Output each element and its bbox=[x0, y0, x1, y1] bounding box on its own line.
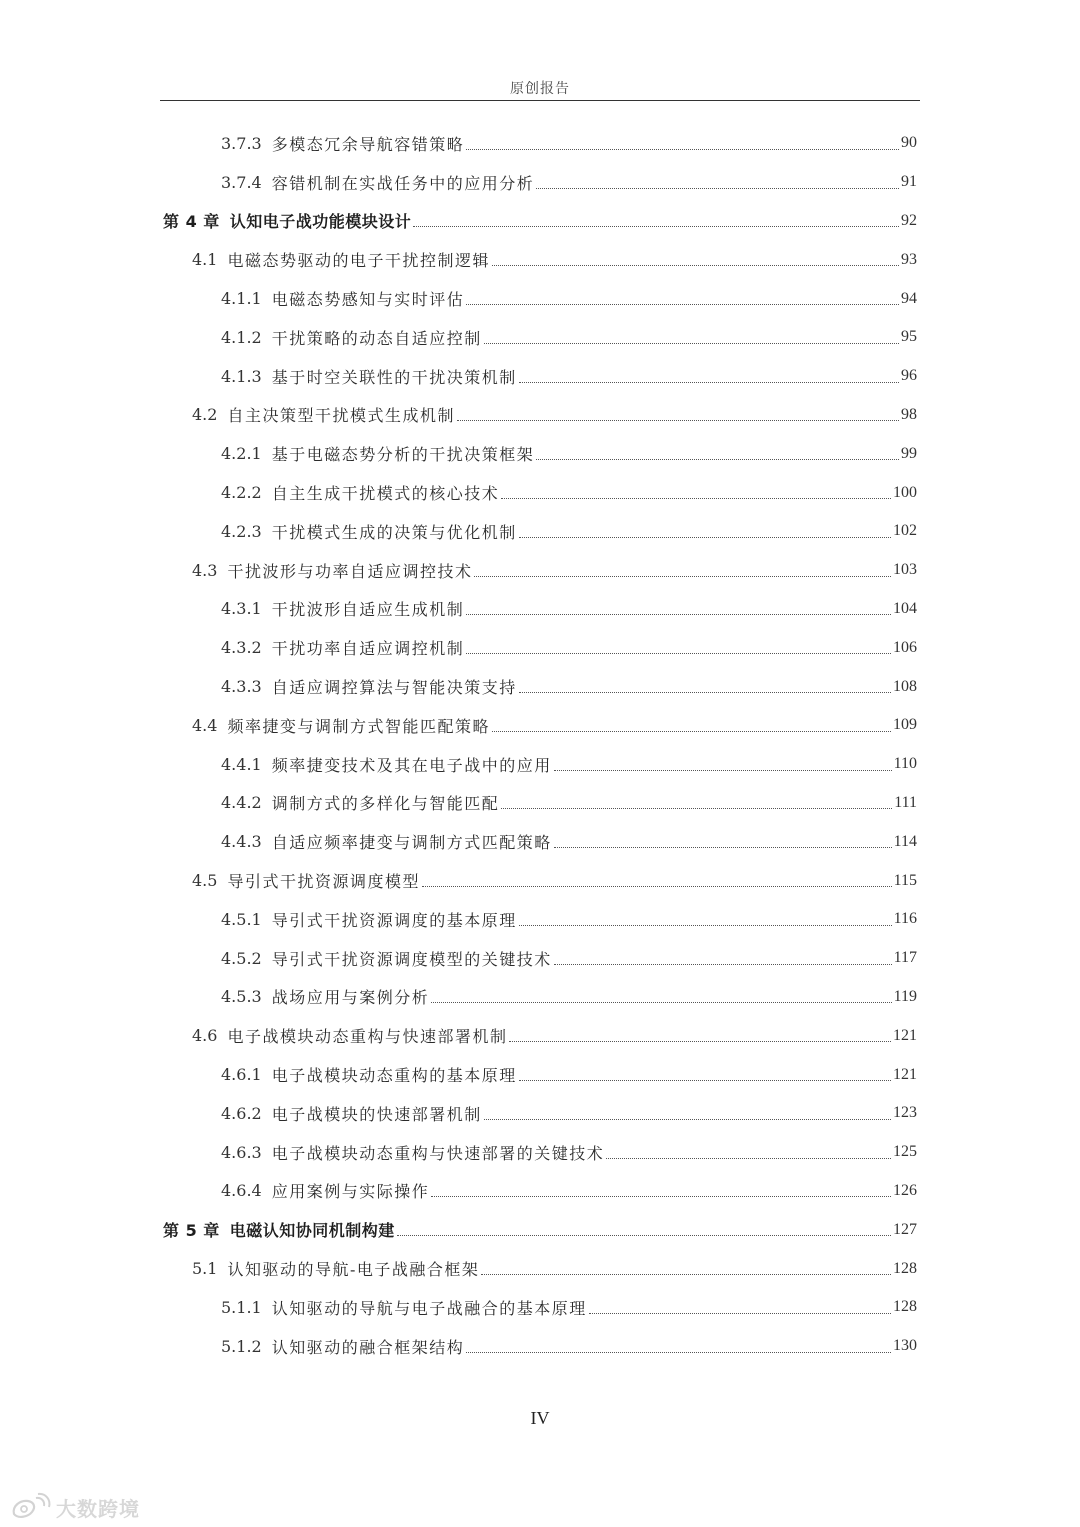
toc-dot-leader bbox=[484, 1119, 891, 1120]
toc-entry-page: 109 bbox=[893, 716, 917, 734]
toc-entry-number: 4.6.1 bbox=[221, 1065, 262, 1085]
toc-entry-page: 98 bbox=[901, 405, 917, 423]
toc-entry[interactable] bbox=[0, 978, 1080, 1017]
toc-entry-title: 电子战模块动态重构与快速部署的关键技术 bbox=[271, 1143, 605, 1163]
toc-entry-page: 91 bbox=[901, 173, 917, 191]
toc-entry-number: 5.1.2 bbox=[221, 1336, 262, 1356]
toc-entry-number: 4.2.3 bbox=[221, 521, 262, 541]
watermark bbox=[10, 1492, 140, 1522]
toc-entry-number: 4.6.3 bbox=[221, 1142, 262, 1162]
toc-entry-page: 106 bbox=[893, 638, 917, 656]
toc-entry[interactable] bbox=[0, 124, 1080, 163]
toc-entry-number: 4.3.2 bbox=[221, 638, 262, 658]
toc-entry[interactable] bbox=[0, 1210, 1080, 1249]
toc-entry-page: 121 bbox=[893, 1065, 917, 1083]
toc-entry-title: 干扰波形自适应生成机制 bbox=[271, 600, 465, 620]
toc-dot-leader bbox=[519, 692, 891, 693]
toc-dot-leader bbox=[431, 1196, 891, 1197]
toc-entry-title: 干扰模式生成的决策与优化机制 bbox=[271, 522, 517, 542]
toc-entry-title: 多模态冗余导航容错策略 bbox=[271, 134, 465, 154]
toc-entry-number: 4.5.1 bbox=[221, 909, 262, 929]
toc-entry-page: 115 bbox=[893, 871, 917, 889]
toc-entry-number: 5.1.1 bbox=[221, 1297, 262, 1317]
toc-entry-page: 126 bbox=[893, 1181, 917, 1199]
toc-entry-number: 4.5.3 bbox=[221, 987, 262, 1007]
toc-entry[interactable] bbox=[0, 1094, 1080, 1133]
toc-entry-page: 104 bbox=[893, 599, 917, 617]
toc-entry-title: 认知驱动的导航与电子战融合的基本原理 bbox=[271, 1298, 587, 1318]
toc-dot-leader bbox=[554, 964, 892, 965]
toc-entry-page: 103 bbox=[893, 561, 917, 579]
toc-entry-title: 干扰策略的动态自适应控制 bbox=[271, 328, 482, 348]
toc-dot-leader bbox=[519, 1080, 891, 1081]
toc-entry-page: 128 bbox=[893, 1298, 917, 1316]
toc-entry-page: 96 bbox=[901, 367, 917, 385]
watermark-text: 大数跨境 bbox=[56, 1496, 140, 1521]
toc-entry-title: 电子战模块动态重构的基本原理 bbox=[271, 1066, 517, 1086]
toc-entry[interactable] bbox=[0, 473, 1080, 512]
toc-dot-leader bbox=[536, 459, 899, 460]
header-divider bbox=[160, 100, 920, 101]
toc-dot-leader bbox=[501, 498, 891, 499]
toc-entry[interactable] bbox=[0, 1288, 1080, 1327]
toc-entry-page: 119 bbox=[893, 987, 917, 1005]
toc-entry-title: 战场应用与案例分析 bbox=[271, 988, 430, 1008]
toc-dot-leader bbox=[466, 304, 899, 305]
toc-dot-leader bbox=[484, 343, 899, 344]
toc-entry-page: 102 bbox=[893, 522, 917, 540]
toc-entry-number: 4.3.1 bbox=[221, 599, 262, 619]
toc-entry[interactable] bbox=[0, 900, 1080, 939]
toc-entry[interactable] bbox=[0, 279, 1080, 318]
toc-entry-page: 99 bbox=[901, 444, 917, 462]
toc-entry-title: 导引式干扰资源调度模型 bbox=[227, 872, 420, 892]
toc-entry[interactable] bbox=[0, 1016, 1080, 1055]
toc-entry-number: 4.2.2 bbox=[221, 483, 262, 503]
toc-entry-page: 121 bbox=[893, 1026, 917, 1044]
toc-entry-page: 100 bbox=[893, 483, 917, 501]
toc-dot-leader bbox=[422, 886, 892, 887]
toc-entry[interactable] bbox=[0, 1055, 1080, 1094]
toc-entry[interactable] bbox=[0, 357, 1080, 396]
toc-entry[interactable] bbox=[0, 240, 1080, 279]
toc-entry[interactable] bbox=[0, 396, 1080, 435]
toc-entry[interactable] bbox=[0, 551, 1080, 590]
toc-entry-page: 114 bbox=[893, 832, 917, 850]
toc-entry-number: 4.2 bbox=[192, 405, 218, 425]
toc-entry-title: 电磁认知协同机制构建 bbox=[229, 1221, 395, 1241]
toc-entry-title: 频率捷变技术及其在电子战中的应用 bbox=[271, 755, 552, 775]
toc-entry-number: 4.5.2 bbox=[221, 948, 262, 968]
toc-entry-number: 4.4.3 bbox=[221, 832, 262, 852]
toc-dot-leader bbox=[519, 925, 892, 926]
toc-entry[interactable] bbox=[0, 939, 1080, 978]
toc-dot-leader bbox=[492, 731, 891, 732]
toc-entry-page: 127 bbox=[893, 1220, 917, 1238]
toc-entry[interactable] bbox=[0, 1249, 1080, 1288]
toc-entry-page: 93 bbox=[901, 250, 917, 268]
toc-entry-page: 123 bbox=[893, 1104, 917, 1122]
toc-entry-number: 4.3.3 bbox=[221, 677, 262, 697]
toc-entry-title: 电子战模块动态重构与快速部署机制 bbox=[227, 1027, 508, 1047]
toc-entry-number: 3.7.3 bbox=[221, 133, 262, 153]
toc-entry-number: 4.1.2 bbox=[221, 327, 262, 347]
toc-entry-number: 4.2.1 bbox=[221, 444, 262, 464]
toc-entry-title: 干扰波形与功率自适应调控技术 bbox=[227, 561, 473, 581]
toc-entry[interactable] bbox=[0, 163, 1080, 202]
toc-entry-title: 自主决策型干扰模式生成机制 bbox=[227, 406, 455, 426]
toc-dot-leader bbox=[413, 226, 899, 227]
toc-entry-title: 认知驱动的导航-电子战融合框架 bbox=[227, 1260, 480, 1279]
toc-entry-title: 容错机制在实战任务中的应用分析 bbox=[271, 173, 535, 193]
toc-dot-leader bbox=[554, 770, 892, 771]
toc-dot-leader bbox=[519, 537, 891, 538]
toc-entry-title: 电子战模块的快速部署机制 bbox=[271, 1104, 482, 1124]
toc-entry-title: 频率捷变与调制方式智能匹配策略 bbox=[227, 716, 490, 736]
toc-dot-leader bbox=[397, 1235, 891, 1236]
toc-entry-number: 4.4.2 bbox=[221, 793, 262, 813]
toc-entry[interactable] bbox=[0, 590, 1080, 629]
toc-entry[interactable] bbox=[0, 1133, 1080, 1172]
toc-entry-title: 电磁态势驱动的电子干扰控制逻辑 bbox=[227, 251, 490, 271]
toc-entry-number: 4.4 bbox=[192, 715, 218, 735]
toc-entry-number: 4.6.4 bbox=[221, 1181, 262, 1201]
toc-dot-leader bbox=[492, 265, 899, 266]
toc-entry[interactable] bbox=[0, 822, 1080, 861]
toc-dot-leader bbox=[501, 808, 892, 809]
table-of-contents bbox=[0, 124, 1080, 1366]
toc-entry-number: 4.6.2 bbox=[221, 1103, 262, 1123]
toc-entry[interactable] bbox=[0, 1327, 1080, 1366]
toc-entry-page: 108 bbox=[893, 677, 917, 695]
toc-entry[interactable] bbox=[0, 512, 1080, 551]
toc-entry-page: 94 bbox=[901, 289, 917, 307]
toc-entry-number: 4.5 bbox=[192, 871, 218, 891]
toc-entry[interactable] bbox=[0, 706, 1080, 745]
toc-dot-leader bbox=[474, 576, 891, 577]
toc-dot-leader bbox=[466, 614, 891, 615]
toc-entry-title: 自适应频率捷变与调制方式匹配策略 bbox=[271, 833, 552, 853]
toc-entry[interactable] bbox=[0, 628, 1080, 667]
toc-entry-title: 基于电磁态势分析的干扰决策框架 bbox=[271, 445, 535, 465]
toc-entry-number: 4.1 bbox=[192, 250, 218, 270]
toc-entry[interactable] bbox=[0, 434, 1080, 473]
toc-dot-leader bbox=[431, 1002, 891, 1003]
toc-entry[interactable] bbox=[0, 1172, 1080, 1211]
toc-entry-number: 第 5 章 bbox=[163, 1221, 220, 1241]
toc-entry-page: 125 bbox=[893, 1143, 917, 1161]
toc-entry-page: 95 bbox=[901, 328, 917, 346]
toc-entry[interactable] bbox=[0, 318, 1080, 357]
toc-entry-page: 128 bbox=[893, 1259, 917, 1277]
toc-entry-page: 117 bbox=[893, 949, 917, 967]
toc-dot-leader bbox=[457, 420, 899, 421]
toc-entry-page: 92 bbox=[901, 211, 917, 229]
toc-entry-number: 3.7.4 bbox=[221, 172, 262, 192]
toc-entry-number: 第 4 章 bbox=[163, 212, 220, 232]
page-number: IV bbox=[530, 1408, 550, 1428]
toc-entry-page: 130 bbox=[893, 1337, 917, 1355]
weibo-logo-icon bbox=[10, 1492, 52, 1522]
toc-dot-leader bbox=[466, 149, 899, 150]
toc-entry-title: 认知电子战功能模块设计 bbox=[229, 212, 412, 232]
toc-dot-leader bbox=[554, 847, 892, 848]
toc-entry-title: 导引式干扰资源调度模型的关键技术 bbox=[271, 949, 552, 969]
toc-dot-leader bbox=[519, 382, 899, 383]
toc-entry[interactable] bbox=[0, 861, 1080, 900]
toc-dot-leader bbox=[606, 1158, 891, 1159]
toc-entry-title: 应用案例与实际操作 bbox=[271, 1182, 430, 1202]
toc-entry-page: 111 bbox=[894, 793, 917, 811]
toc-entry-title: 自主生成干扰模式的核心技术 bbox=[271, 484, 500, 504]
toc-entry[interactable] bbox=[0, 784, 1080, 823]
toc-entry-title: 自适应调控算法与智能决策支持 bbox=[271, 678, 517, 698]
toc-entry[interactable] bbox=[0, 745, 1080, 784]
toc-entry-number: 4.1.1 bbox=[221, 289, 262, 309]
toc-entry-number: 5.1 bbox=[192, 1259, 218, 1278]
page-header-title: 原创报告 bbox=[510, 81, 570, 97]
toc-entry-page: 116 bbox=[893, 910, 917, 928]
toc-entry-title: 导引式干扰资源调度的基本原理 bbox=[271, 910, 517, 930]
toc-entry-number: 4.6 bbox=[192, 1026, 218, 1046]
toc-entry-title: 基于时空关联性的干扰决策机制 bbox=[271, 367, 517, 387]
toc-dot-leader bbox=[536, 188, 899, 189]
toc-entry[interactable] bbox=[0, 202, 1080, 241]
toc-entry-page: 110 bbox=[893, 755, 917, 773]
toc-entry-number: 4.1.3 bbox=[221, 366, 262, 386]
toc-entry-title: 电磁态势感知与实时评估 bbox=[271, 290, 465, 310]
toc-dot-leader bbox=[509, 1041, 891, 1042]
toc-dot-leader bbox=[466, 1352, 891, 1353]
toc-entry-page: 90 bbox=[901, 134, 917, 152]
toc-entry-number: 4.4.1 bbox=[221, 754, 262, 774]
toc-entry-title: 干扰功率自适应调控机制 bbox=[271, 639, 465, 659]
toc-dot-leader bbox=[481, 1274, 891, 1275]
toc-dot-leader bbox=[589, 1313, 891, 1314]
toc-entry-title: 调制方式的多样化与智能匹配 bbox=[271, 794, 500, 814]
toc-entry-number: 4.3 bbox=[192, 560, 218, 580]
toc-entry[interactable] bbox=[0, 667, 1080, 706]
toc-dot-leader bbox=[466, 653, 891, 654]
toc-entry-title: 认知驱动的融合框架结构 bbox=[271, 1337, 465, 1357]
